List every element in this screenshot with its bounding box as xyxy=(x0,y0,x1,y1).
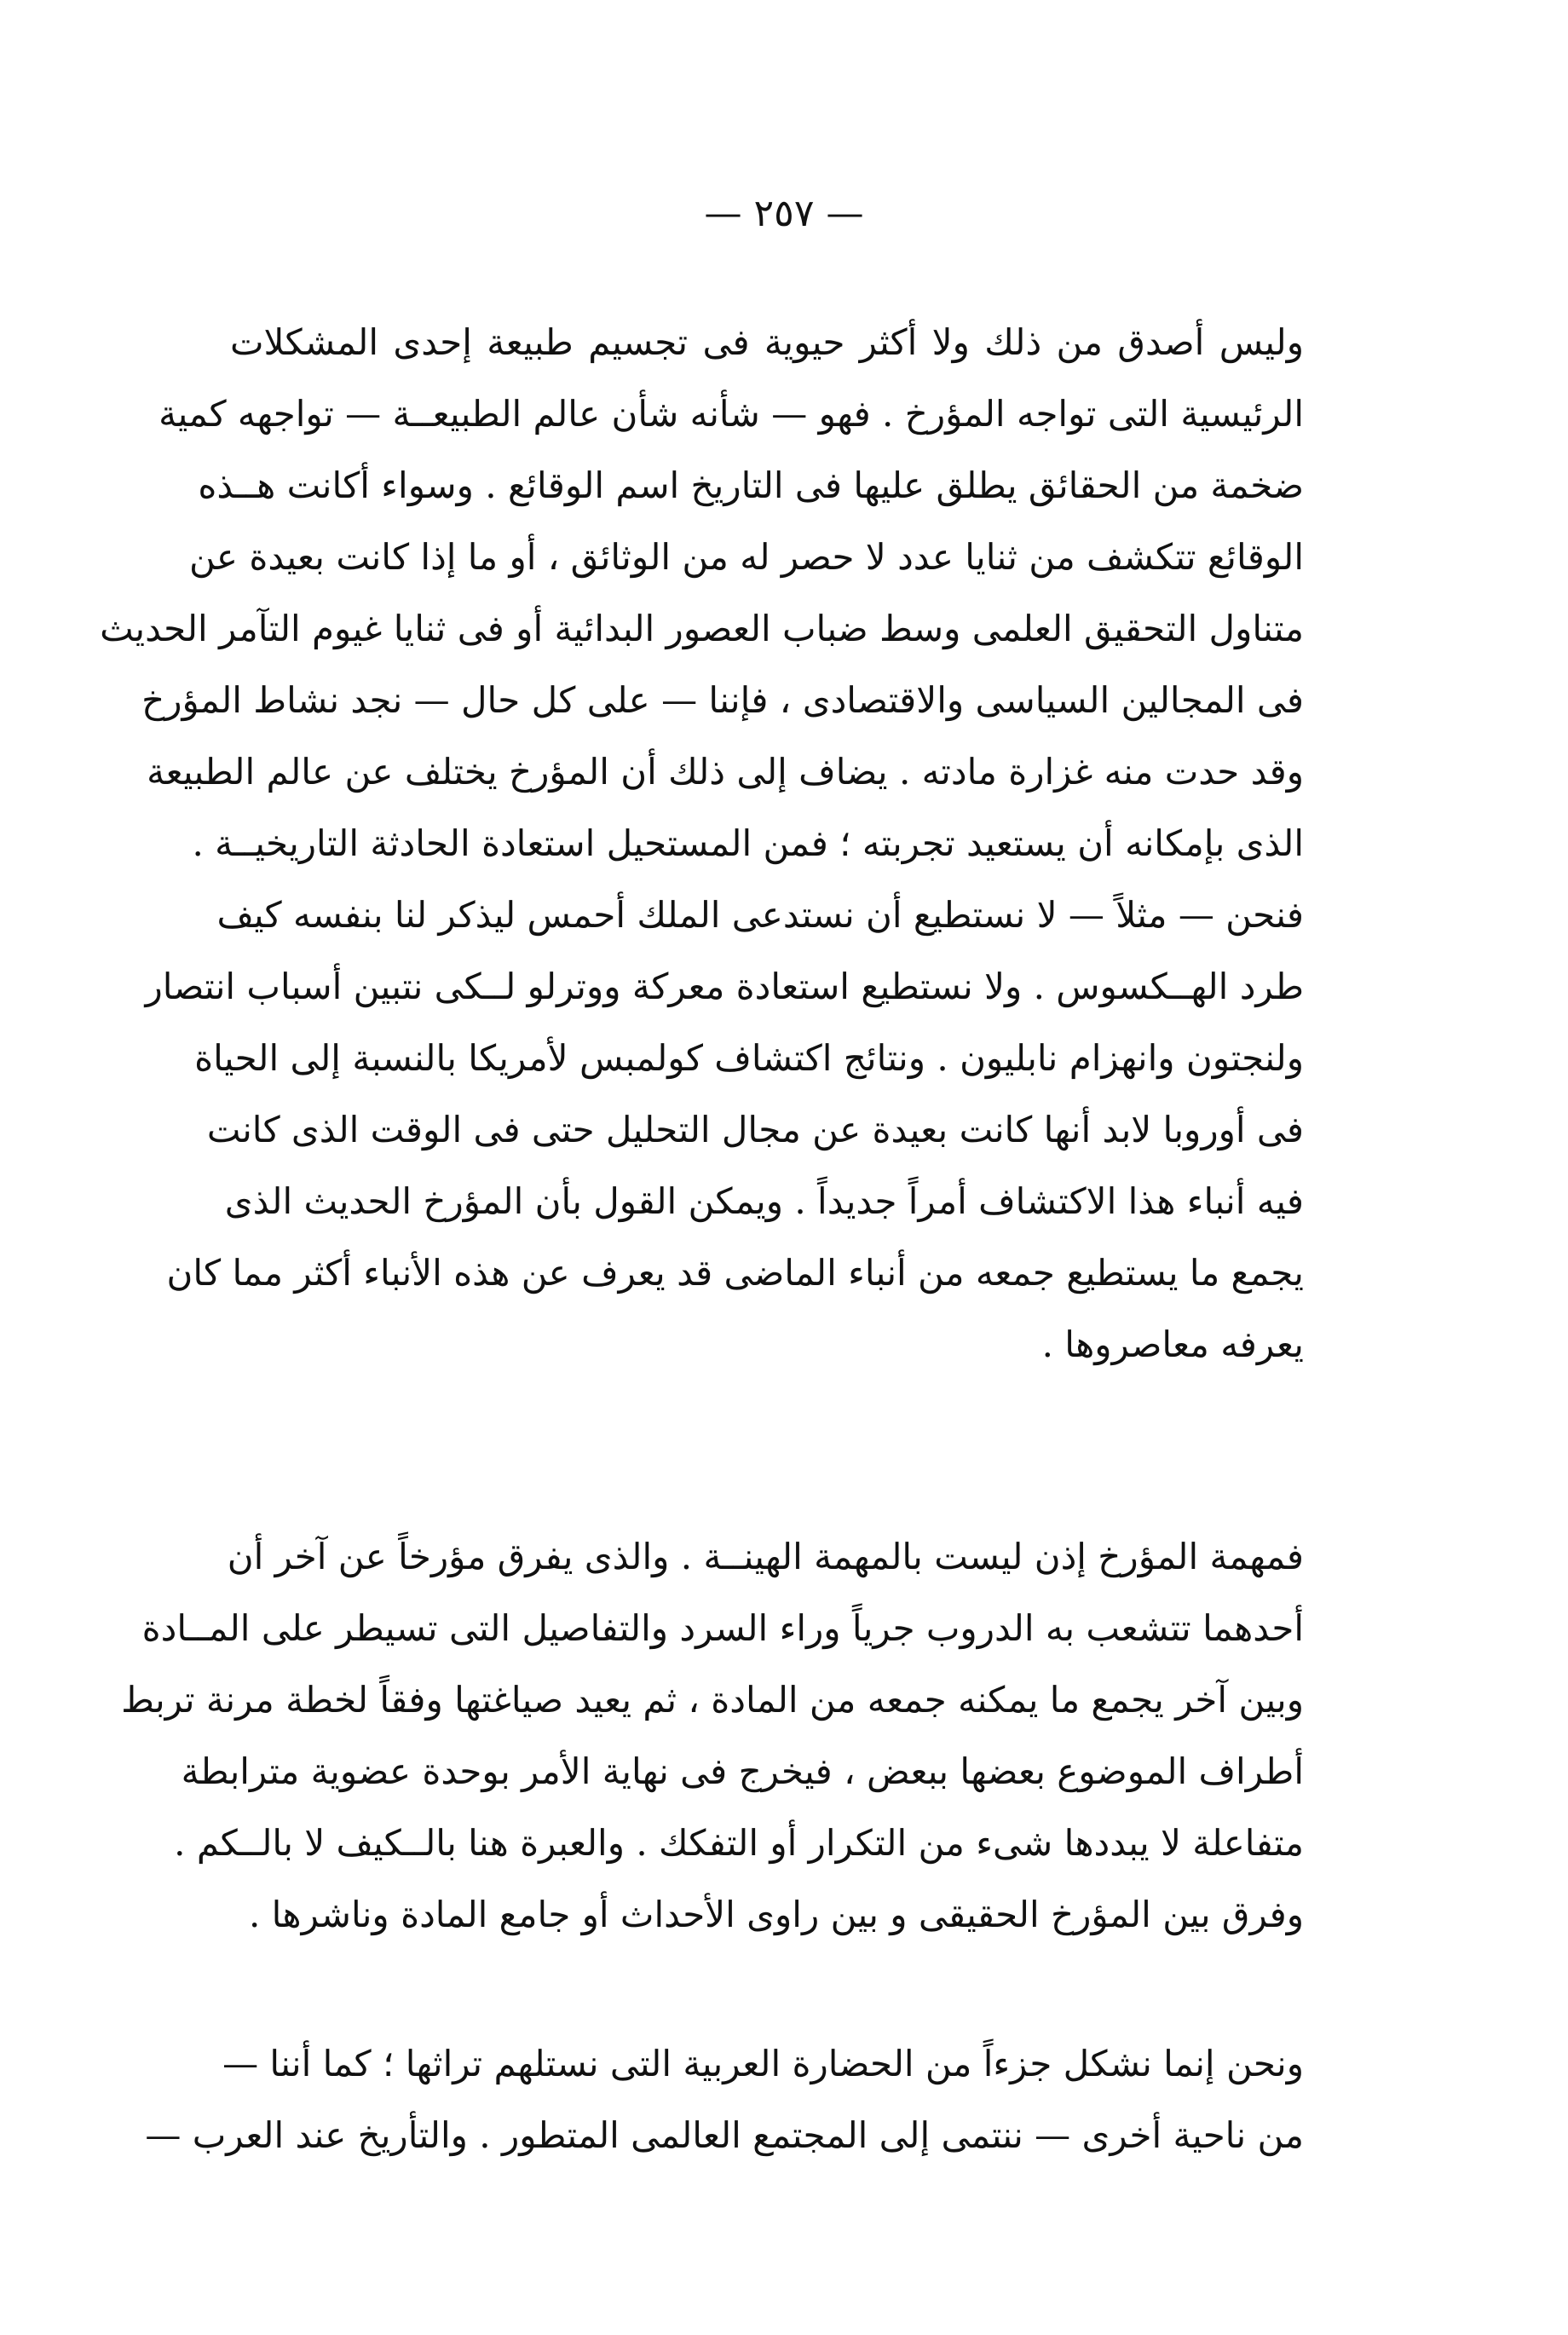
text-line: فمهمة المؤرخ إذن ليست بالمهمة الهينــة . والذى يفرق مؤرخاً عن آخر أن xyxy=(227,1536,1304,1577)
text-line: الرئيسية التى تواجه المؤرخ . فهو — شأنه شأن عالم الطبيعــة — تواجهه كمية xyxy=(159,393,1304,435)
text-line: وقد حدت منه غزارة مادته . يضاف إلى ذلك أن المؤرخ يختلف عن عالم الطبيعة xyxy=(147,751,1304,793)
paragraph-3 xyxy=(145,2028,1304,2171)
paragraph-1 xyxy=(100,307,1304,1381)
text-line: متناول التحقيق العلمى وسط ضباب العصور البدائية أو فى ثنايا غيوم التآمر الحديث xyxy=(100,608,1304,649)
text-line: ضخمة من الحقائق يطلق عليها فى التاريخ اسم الوقائع . وسواء أكانت هــذه xyxy=(198,464,1304,506)
text-line: فى المجالين السياسى والاقتصادى ، فإننا — على كل حال — نجد نشاط المؤرخ xyxy=(141,679,1304,721)
text-line: فى أوروبا لابد أنها كانت بعيدة عن مجال التحليل حتى فى الوقت الذى كانت xyxy=(206,1109,1304,1150)
text-line: فنحن — مثلاً — لا نستطيع أن نستدعى الملك أحمس ليذكر لنا بنفسه كيف xyxy=(216,894,1304,936)
text-line: أطراف الموضوع بعضها ببعض ، فيخرج فى نهاية الأمر بوحدة عضوية مترابطة xyxy=(181,1750,1304,1792)
text-line: طرد الهــكسوس . ولا نستطيع استعادة معركة ووترلو لــكى نتبين أسباب انتصار xyxy=(145,966,1304,1007)
text-line: يجمع ما يستطيع جمعه من أنباء الماضى قد يعرف عن هذه الأنباء أكثر مما كان xyxy=(166,1252,1304,1294)
text-line: الذى بإمكانه أن يستعيد تجربته ؛ فمن المستحيل استعادة الحادثة التاريخيــة . xyxy=(192,822,1304,864)
text-line: ولنجتون وانهزام نابليون . ونتائج اكتشاف كولمبس لأمريكا بالنسبة إلى الحياة xyxy=(194,1037,1304,1079)
text-line: متفاعلة لا يبددها شىء من التكرار أو التفكك . والعبرة هنا بالــكيف لا بالــكم . xyxy=(174,1822,1304,1864)
text-line: وليس أصدق من ذلك ولا أكثر حيوية فى تجسيم طبيعة إحدى المشكلات xyxy=(230,321,1304,363)
text-line: الوقائع تتكشف من ثنايا عدد لا حصر له من الوثائق ، أو ما إذا كانت بعيدة عن xyxy=(188,536,1304,578)
text-line: من ناحية أخرى — ننتمى إلى المجتمع العالمى المتطور . والتأريخ عند العرب — xyxy=(145,2114,1304,2156)
text-line: أحدهما تتشعب به الدروب جرياً وراء السرد والتفاصيل التى تسيطر على المــادة xyxy=(141,1607,1304,1649)
text-line: وبين آخر يجمع ما يمكنه جمعه من المادة ، ثم يعيد صياغتها وفقاً لخطة مرنة تربط xyxy=(121,1679,1304,1721)
text-line: يعرفه معاصروها . xyxy=(1041,1323,1304,1365)
page-number: — ٢٥٧ — xyxy=(704,192,864,235)
paragraph-2 xyxy=(121,1521,1304,1951)
text-line: ونحن إنما نشكل جزءاً من الحضارة العربية التى نستلهم تراثها ؛ كما أننا — xyxy=(222,2043,1304,2084)
text-line: فيه أنباء هذا الاكتشاف أمراً جديداً . ويمكن القول بأن المؤرخ الحديث الذى xyxy=(224,1180,1304,1222)
text-line: وفرق بين المؤرخ الحقيقى و بين راوى الأحداث أو جامع المادة وناشرها . xyxy=(248,1894,1304,1935)
